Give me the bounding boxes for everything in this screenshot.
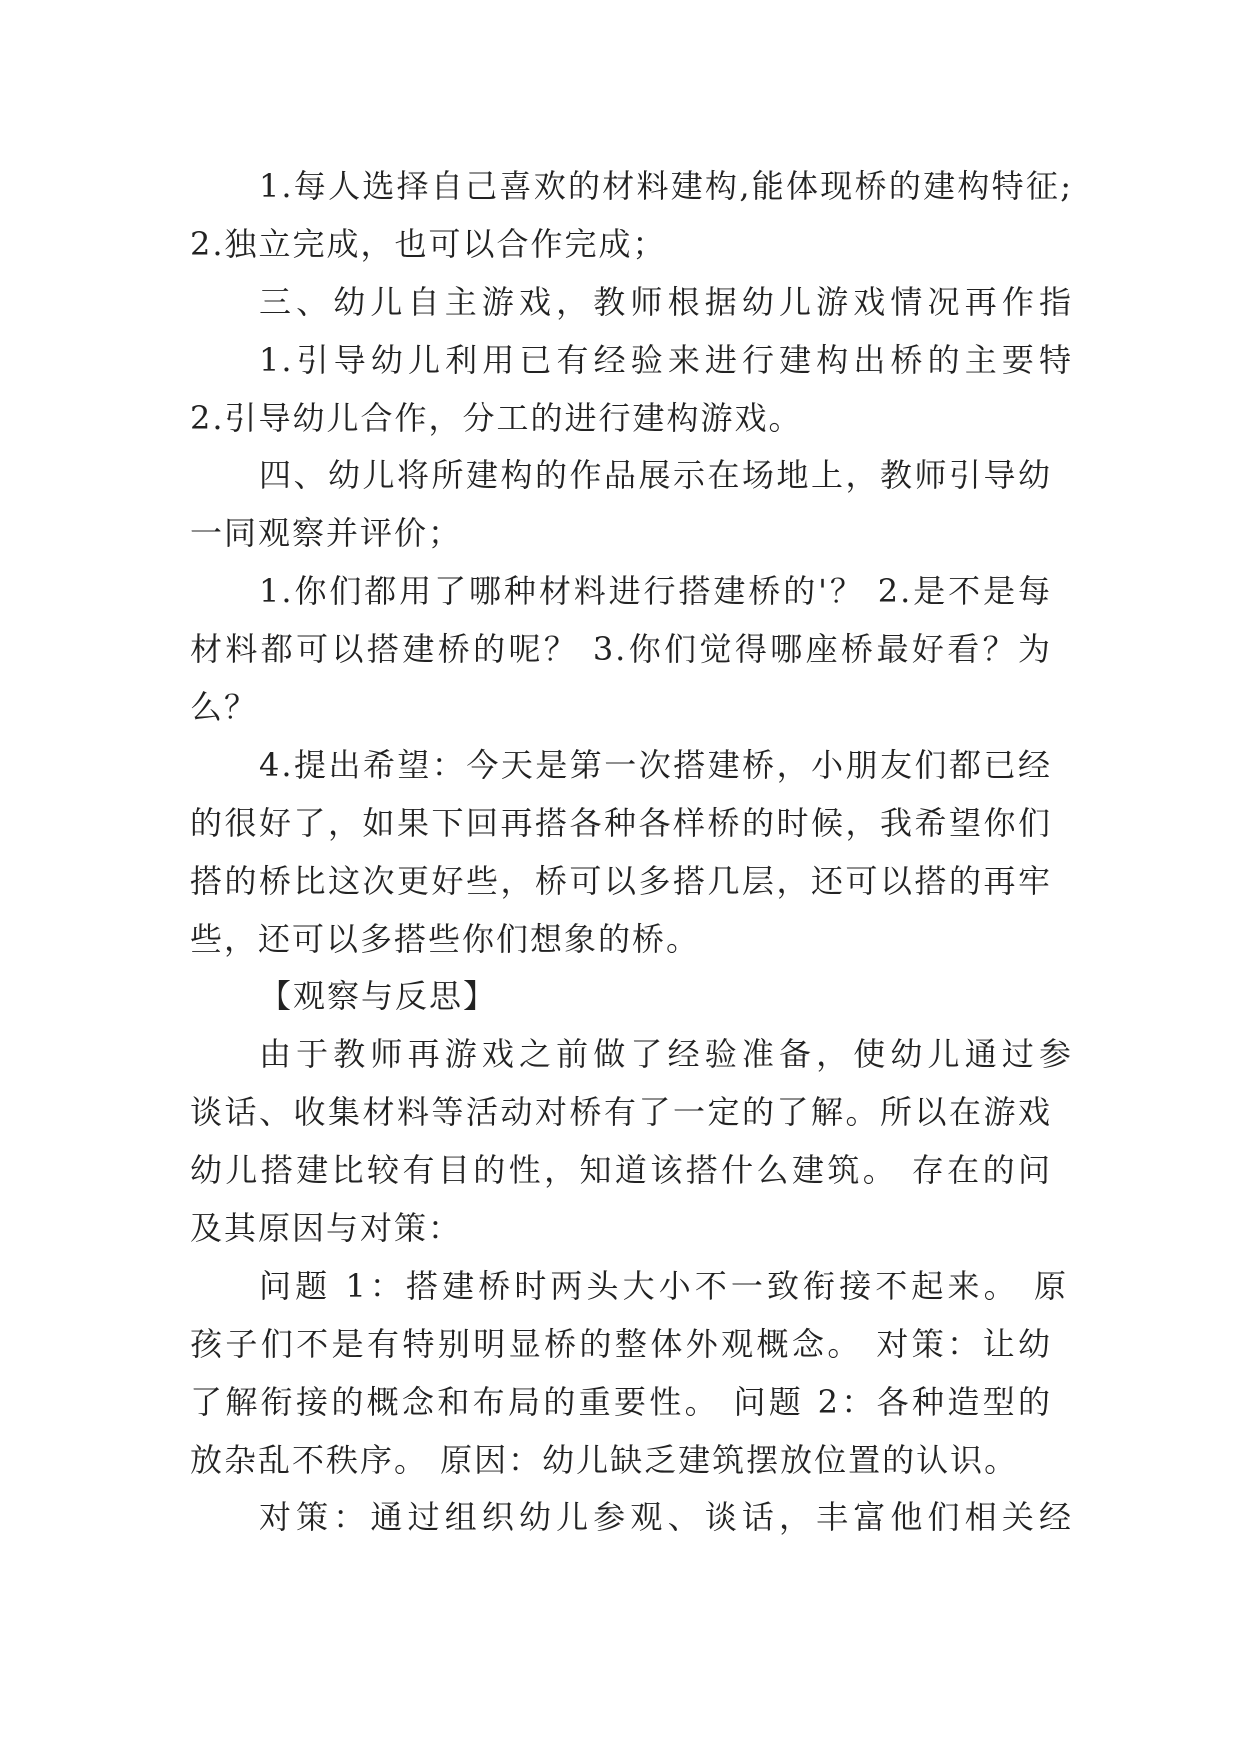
body-text-line: 的很好了，如果下回再搭各种各样桥的时候，我希望你们 <box>190 803 1052 842</box>
body-text-line: 2.引导幼儿合作，分工的进行建构游戏。 <box>190 398 803 437</box>
body-text-line: 1.引导幼儿利用已有经验来进行建构出桥的主要特 <box>259 340 1073 379</box>
document-body <box>190 158 1090 1547</box>
body-text-line: 4.提出希望：今天是第一次搭建桥，小朋友们都已经 <box>259 745 1052 784</box>
body-text-line: 1.你们都用了哪种材料进行搭建桥的'？ 2.是不是每 <box>259 572 1052 611</box>
body-text-line: 及其原因与对策： <box>190 1209 463 1248</box>
body-text-line: 放杂乱不秩序。 原因：幼儿缺乏建筑摆放位置的认识。 <box>190 1440 1019 1479</box>
body-text-line: 材料都可以搭建桥的呢？ 3.你们觉得哪座桥最好看？为 <box>190 630 1052 669</box>
body-text-line: 了解衔接的概念和布局的重要性。 问题 2：各种造型的 <box>190 1382 1052 1421</box>
body-text-line: 一同观察并评价； <box>190 514 463 553</box>
body-text-line: 1.每人选择自己喜欢的材料建构,能体现桥的建构特征; <box>259 167 1073 205</box>
body-text-line: 么？ <box>190 688 259 727</box>
section-heading-line: 四、幼儿将所建构的作品展示在场地上，教师引导幼 <box>259 456 1052 495</box>
body-text-line: 由于教师再游戏之前做了经验准备，使幼儿通过参 <box>259 1035 1073 1074</box>
body-text-line: 谈话、收集材料等活动对桥有了一定的了解。所以在游戏 <box>190 1093 1052 1132</box>
body-text-line: 些，还可以多搭些你们想象的桥。 <box>190 919 701 958</box>
body-text-line: 问题 1：搭建桥时两头大小不一致衔接不起来。 原 <box>259 1266 1068 1305</box>
body-text-line: 孩子们不是有特别明显桥的整体外观概念。 对策：让幼 <box>190 1324 1052 1363</box>
body-text-line: 2.独立完成，也可以合作完成； <box>190 224 667 263</box>
body-text-line: 幼儿搭建比较有目的性，知道该搭什么建筑。 存在的问 <box>190 1151 1052 1190</box>
section-title: 【观察与反思】 <box>259 977 498 1016</box>
section-heading-line: 三、幼儿自主游戏，教师根据幼儿游戏情况再作指 <box>259 282 1073 321</box>
body-text-line: 对策：通过组织幼儿参观、谈话，丰富他们相关经 <box>259 1498 1073 1537</box>
body-text-line: 搭的桥比这次更好些，桥可以多搭几层，还可以搭的再牢 <box>190 861 1052 900</box>
